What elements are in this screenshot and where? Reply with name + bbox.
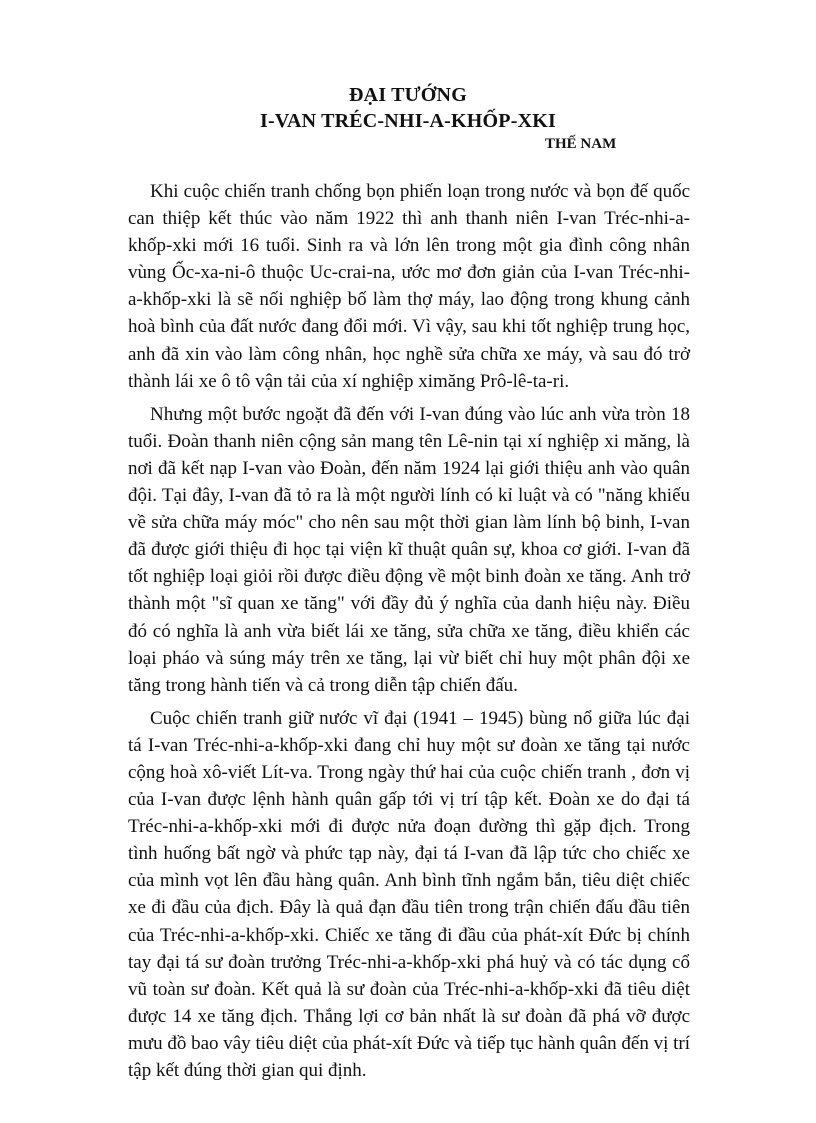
- paragraph-3: Cuộc chiến tranh giữ nước vĩ đại (1941 – 1945) bùng nổ giữa lúc đại tá I-van Tréc-nhi-a-khốp-xki đang chỉ huy một sư đoàn xe tăng tại nước cộng hoà xô-viết Lít-va. Trong ngày thứ hai của cuộc chiến tranh , đơn vị của I-van được lệnh hành quân gấp tới vị trí tập kết. Đoàn xe do đại tá Tréc-nhi-a-khốp-xki mới đi được nửa đoạn đường thì gặp địch. Trong tình huống bất ngờ và phức tạp này, đại tá I-van đã lập tức cho chiếc xe của mình vọt lên đầu hàng quân. Anh bình tĩnh ngắm bắn, tiêu diệt chiếc xe đi đầu của địch. Đây là quả đạn đầu tiên trong trận chiến đấu đầu tiên của Tréc-nhi-a-khốp-xki. Chiếc xe tăng đi đầu của phát-xít Đức bị chính tay đại tá sư đoàn trưởng Tréc-nhi-a-khốp-xki phá huỷ và có tác dụng cổ vũ toàn sư đoàn. Kết quả là sư đoàn của Tréc-nhi-a-khốp-xki đã tiêu diệt được 14 xe tăng địch. Thắng lợi cơ bản nhất là sư đoàn đã phá vỡ được mưu đồ bao vây tiêu diệt của phát-xít Đức và tiếp tục hành quân đến vị trí tập kết đúng thời gian qui định.: [128, 707, 690, 1081]
- document-title-line-1: ĐẠI TƯỚNG: [349, 84, 467, 106]
- document-body: [128, 178, 690, 1090]
- document-title-line-2: I-VAN TRÉC-NHI-A-KHỐP-XKI: [260, 110, 556, 132]
- paragraph-1: Khi cuộc chiến tranh chống bọn phiến loạn trong nước và bọn đế quốc can thiệp kết thúc vào năm 1922 thì anh thanh niên I-van Tréc-nhi-a-khốp-xki mới 16 tuổi. Sinh ra và lớn lên trong một gia đình công nhân vùng Ốc-xa-ni-ô thuộc Uc-crai-na, ước mơ đơn giản của I-van Tréc-nhi-a-khốp-xki là sẽ nối nghiệp bố làm thợ máy, lao động trong khung cảnh hoà bình của đất nước đang đổi mới. Vì vậy, sau khi tốt nghiệp trung học, anh đã xin vào làm công nhân, học nghề sửa chữa xe máy, và sau đó trở thành lái xe ô tô vận tải của xí nghiệp ximăng Prô-lê-ta-ri.: [128, 181, 690, 392]
- paragraph-2: Nhưng một bước ngoặt đã đến với I-van đúng vào lúc anh vừa tròn 18 tuổi. Đoàn thanh niên cộng sản mang tên Lê-nin tại xí nghiệp xi măng, là nơi đã kết nạp I-van vào Đoàn, đến năm 1924 lại giới thiệu anh vào quân đội. Tại đây, I-van đã tỏ ra là một người lính có kỉ luật và có "năng khiếu về sửa chữa máy móc" cho nên sau một thời gian làm lính bộ binh, I-van đã được giới thiệu đi học tại viện kĩ thuật quân sự, khoa cơ giới. I-van đã tốt nghiệp loại giỏi rồi được điều động về một binh đoàn xe tăng. Anh trở thành một "sĩ quan xe tăng" với đầy đủ ý nghĩa của danh hiệu này. Điều đó có nghĩa là anh vừa biết lái xe tăng, sửa chữa xe tăng, điều khiển các loại pháo và súng máy trên xe tăng, lại vừ biết chỉ huy một phân đội xe tăng trong hành tiến và cả trong diễn tập chiến đấu.: [128, 403, 690, 696]
- document-author: THẾ NAM: [545, 136, 617, 152]
